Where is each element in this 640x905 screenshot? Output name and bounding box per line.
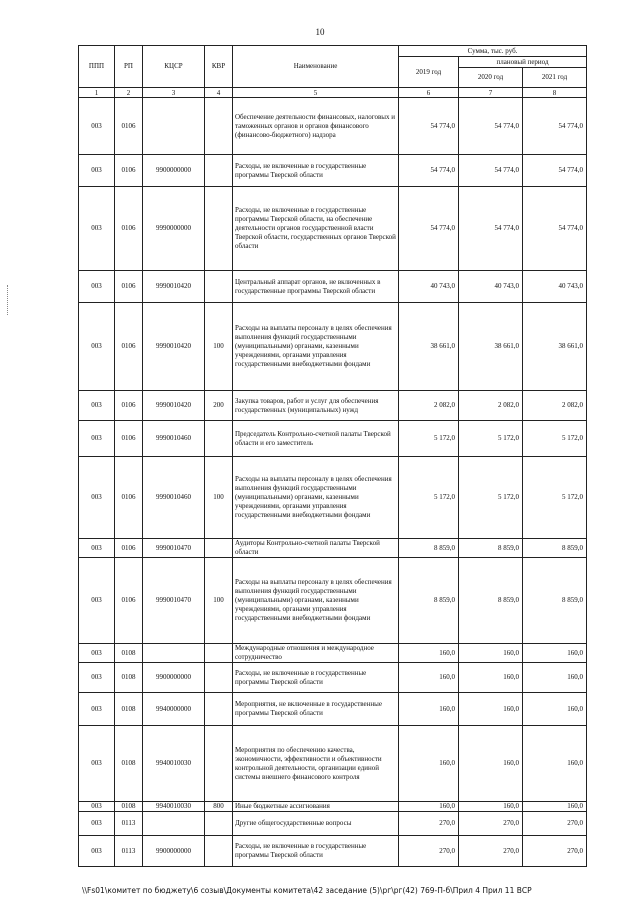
table-body [79,98,587,867]
cell-y2019: 38 661,0 [399,303,459,391]
cell-name: Мероприятия, не включенные в государственные программы Тверской области [233,693,399,726]
cell-y2020: 8 859,0 [459,558,523,644]
header-sum: Сумма, тыс. руб. [399,46,587,57]
cell-y2021: 54 774,0 [523,155,587,187]
cell-kcsr: 9990010460 [143,421,205,457]
cell-kcsr [143,644,205,663]
cell-rp: 0108 [115,644,143,663]
table-row [79,155,587,187]
column-number: 4 [205,88,233,98]
cell-ppp: 003 [79,644,115,663]
cell-y2021: 270,0 [523,836,587,867]
cell-name: Другие общегосударственные вопросы [233,812,399,836]
table-row [79,802,587,812]
cell-y2021: 5 172,0 [523,421,587,457]
cell-kcsr [143,98,205,155]
cell-rp: 0106 [115,539,143,558]
cell-ppp: 003 [79,391,115,421]
cell-y2019: 54 774,0 [399,187,459,271]
cell-rp: 0106 [115,187,143,271]
header-kvr: КВР [205,46,233,88]
cell-rp: 0108 [115,663,143,693]
cell-name: Расходы на выплаты персоналу в целях обеспечения выполнения функций государственными (муниципальными) органами, казенными учреждениями, органами управления государственными внебюджетными фондами [233,558,399,644]
cell-kvr [205,98,233,155]
table-row [79,421,587,457]
cell-y2019: 160,0 [399,663,459,693]
cell-name: Закупка товаров, работ и услуг для обеспечения государственных (муниципальных) нужд [233,391,399,421]
cell-rp: 0106 [115,303,143,391]
cell-y2019: 5 172,0 [399,457,459,539]
cell-kcsr: 9990000000 [143,187,205,271]
cell-y2019: 160,0 [399,693,459,726]
cell-y2019: 5 172,0 [399,421,459,457]
cell-kcsr: 9990010470 [143,539,205,558]
cell-y2019: 160,0 [399,802,459,812]
cell-kvr [205,539,233,558]
cell-y2019: 8 859,0 [399,539,459,558]
cell-y2019: 160,0 [399,726,459,802]
table-row [79,457,587,539]
table-row [79,644,587,663]
cell-rp: 0108 [115,693,143,726]
cell-kvr [205,726,233,802]
cell-rp: 0106 [115,271,143,303]
cell-rp: 0106 [115,457,143,539]
cell-kvr [205,644,233,663]
cell-kcsr: 9990010470 [143,558,205,644]
cell-name: Расходы на выплаты персоналу в целях обеспечения выполнения функций государственными (муниципальными) органами, казенными учреждениями, органами управления государственными внебюджетными фондами [233,303,399,391]
cell-name: Председатель Контрольно-счетной палаты Тверской области и его заместитель [233,421,399,457]
cell-y2020: 270,0 [459,836,523,867]
cell-y2020: 270,0 [459,812,523,836]
cell-y2020: 54 774,0 [459,187,523,271]
cell-kcsr: 9940010030 [143,726,205,802]
cell-kvr [205,812,233,836]
cell-rp: 0113 [115,836,143,867]
cell-y2021: 5 172,0 [523,457,587,539]
header-2021: 2021 год [523,68,587,88]
header-2020: 2020 год [459,68,523,88]
cell-y2021: 160,0 [523,644,587,663]
cell-rp: 0106 [115,421,143,457]
cell-y2019: 270,0 [399,812,459,836]
cell-y2019: 40 743,0 [399,271,459,303]
cell-kcsr: 9900000000 [143,663,205,693]
cell-kvr: 100 [205,303,233,391]
cell-ppp: 003 [79,98,115,155]
cell-kcsr: 9940000000 [143,693,205,726]
cell-y2020: 2 082,0 [459,391,523,421]
cell-kcsr [143,812,205,836]
cell-kcsr: 9990010420 [143,303,205,391]
cell-y2021: 2 082,0 [523,391,587,421]
margin-mark [7,285,9,315]
budget-table [78,45,587,867]
cell-y2020: 38 661,0 [459,303,523,391]
cell-name: Аудиторы Контрольно-счетной палаты Тверской области [233,539,399,558]
cell-name: Обеспечение деятельности финансовых, налоговых и таможенных органов и органов финансового (финансово-бюджетного) надзора [233,98,399,155]
cell-y2019: 54 774,0 [399,98,459,155]
column-number: 2 [115,88,143,98]
cell-y2021: 38 661,0 [523,303,587,391]
cell-ppp: 003 [79,558,115,644]
file-path-footer: \\Fs01\комитет по бюджету\6 созыв\Документы комитета\42 заседание (5)\рг\рг(42) 769-П-б\Прил 4 Прил 11 ВСР [82,886,532,895]
cell-name: Международные отношения и международное сотрудничество [233,644,399,663]
column-number: 6 [399,88,459,98]
header-rp: РП [115,46,143,88]
cell-kcsr: 9990010420 [143,271,205,303]
cell-rp: 0106 [115,391,143,421]
table-row [79,812,587,836]
cell-y2019: 2 082,0 [399,391,459,421]
cell-y2020: 160,0 [459,663,523,693]
cell-rp: 0108 [115,726,143,802]
cell-kvr [205,187,233,271]
cell-y2020: 5 172,0 [459,457,523,539]
cell-ppp: 003 [79,421,115,457]
cell-kcsr: 9990010460 [143,457,205,539]
cell-kvr: 200 [205,391,233,421]
cell-y2021: 160,0 [523,802,587,812]
cell-kcsr: 9900000000 [143,836,205,867]
page-number: 10 [315,27,325,37]
cell-ppp: 003 [79,155,115,187]
table-row [79,558,587,644]
table-row [79,187,587,271]
cell-rp: 0106 [115,155,143,187]
table-row [79,539,587,558]
cell-ppp: 003 [79,812,115,836]
cell-kcsr: 9940010030 [143,802,205,812]
cell-y2021: 160,0 [523,726,587,802]
cell-y2020: 8 859,0 [459,539,523,558]
table-row [79,98,587,155]
cell-ppp: 003 [79,457,115,539]
column-number: 5 [233,88,399,98]
cell-name: Мероприятия по обеспечению качества, экономичности, эффективности и объективности контрольной деятельности, организации единой системы внешнего финансового контроля [233,726,399,802]
table-row [79,663,587,693]
table-header [79,46,587,98]
cell-y2020: 160,0 [459,693,523,726]
column-number: 8 [523,88,587,98]
cell-kvr: 100 [205,558,233,644]
cell-y2019: 8 859,0 [399,558,459,644]
header-kcsr: КЦСР [143,46,205,88]
cell-kvr: 100 [205,457,233,539]
header-planned-period: плановый период [459,57,587,68]
cell-kcsr: 9900000000 [143,155,205,187]
cell-kcsr: 9990010420 [143,391,205,421]
header-name: Наименование [233,46,399,88]
table-row [79,391,587,421]
cell-y2019: 270,0 [399,836,459,867]
cell-name: Расходы, не включенные в государственные программы Тверской области [233,836,399,867]
cell-ppp: 003 [79,693,115,726]
cell-ppp: 003 [79,836,115,867]
cell-y2021: 54 774,0 [523,98,587,155]
cell-kvr: 800 [205,802,233,812]
table-row [79,303,587,391]
cell-ppp: 003 [79,726,115,802]
cell-kvr [205,155,233,187]
cell-y2020: 160,0 [459,802,523,812]
cell-ppp: 003 [79,663,115,693]
cell-kvr [205,421,233,457]
cell-y2021: 270,0 [523,812,587,836]
cell-kvr [205,693,233,726]
cell-y2020: 54 774,0 [459,98,523,155]
cell-y2021: 160,0 [523,663,587,693]
cell-kvr [205,663,233,693]
table-row [79,693,587,726]
cell-name: Центральный аппарат органов, не включенных в государственные программы Тверской области [233,271,399,303]
cell-y2019: 160,0 [399,644,459,663]
cell-name: Расходы на выплаты персоналу в целях обеспечения выполнения функций государственными (муниципальными) органами, казенными учреждениями, органами управления государственными внебюджетными фондами [233,457,399,539]
cell-ppp: 003 [79,187,115,271]
cell-ppp: 003 [79,271,115,303]
cell-name: Иные бюджетные ассигнования [233,802,399,812]
cell-y2020: 5 172,0 [459,421,523,457]
cell-y2020: 54 774,0 [459,155,523,187]
table-row [79,836,587,867]
cell-y2020: 160,0 [459,644,523,663]
cell-kvr [205,836,233,867]
cell-ppp: 003 [79,303,115,391]
cell-y2021: 160,0 [523,693,587,726]
cell-rp: 0106 [115,558,143,644]
column-number: 1 [79,88,115,98]
cell-ppp: 003 [79,802,115,812]
cell-rp: 0108 [115,802,143,812]
cell-rp: 0106 [115,98,143,155]
column-number: 3 [143,88,205,98]
cell-y2021: 54 774,0 [523,187,587,271]
cell-kvr [205,271,233,303]
cell-y2021: 8 859,0 [523,558,587,644]
header-2019: 2019 год [399,57,459,88]
cell-rp: 0113 [115,812,143,836]
cell-name: Расходы, не включенные в государственные программы Тверской области, на обеспечение деятельности органов государственной власти Тверской области, государственных органов Тверской области [233,187,399,271]
cell-y2021: 8 859,0 [523,539,587,558]
cell-name: Расходы, не включенные в государственные программы Тверской области [233,155,399,187]
cell-y2020: 40 743,0 [459,271,523,303]
header-ppp: ППП [79,46,115,88]
table-row [79,726,587,802]
cell-name: Расходы, не включенные в государственные программы Тверской области [233,663,399,693]
column-number-row [79,88,587,98]
column-number: 7 [459,88,523,98]
table-row [79,271,587,303]
cell-y2020: 160,0 [459,726,523,802]
cell-y2021: 40 743,0 [523,271,587,303]
cell-ppp: 003 [79,539,115,558]
cell-y2019: 54 774,0 [399,155,459,187]
